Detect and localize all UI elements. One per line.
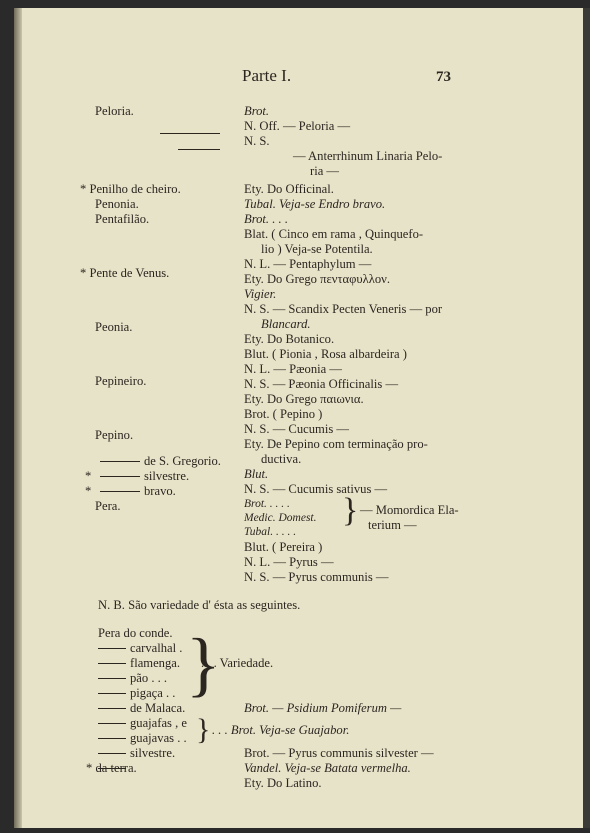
entry-peloria: Peloria. [95, 104, 134, 118]
variety-item: guajafas , e [130, 716, 187, 730]
ditto-dash [98, 753, 126, 754]
right-line: Ety. Do Grego παιωνια. [244, 392, 364, 406]
right-line: Blut. ( Pionia , Rosa albardeira ) [244, 347, 407, 361]
right-line: lio ) Veja-se Potentila. [261, 242, 373, 256]
entry-pepino: Pepino. [95, 428, 134, 442]
ditto-dash [98, 723, 126, 724]
note-line: N. B. São variedade d' ésta as seguintes. [98, 598, 301, 612]
variety-item: guajavas . . [130, 731, 187, 745]
right-line: Brot. ( Pepino ) [244, 407, 323, 421]
ditto-dash [100, 461, 140, 462]
right-line: Vigier. [244, 287, 277, 301]
ditto-dash [98, 648, 126, 649]
variety-item: Pera do conde. [98, 626, 173, 640]
right-line: N. S. — Cucumis — [244, 422, 349, 436]
variety-item: carvalhal . [130, 641, 183, 655]
brace-mark: } [196, 713, 211, 746]
ditto-dash [98, 738, 126, 739]
brace-mark: } [342, 492, 359, 529]
right-line: Blat. ( Cinco em rama , Quinquefo- [244, 227, 424, 241]
ditto-dash [160, 133, 220, 134]
variety-note: Ety. Do Latino. [244, 776, 322, 790]
variety-item: de Malaca. [130, 701, 186, 715]
right-line: Ety. Do Botanico. [244, 332, 335, 346]
variety-item: silvestre. [130, 746, 176, 760]
right-line: N. L. — Pentaphylum — [244, 257, 372, 271]
variety-item: * da terra. [86, 761, 137, 775]
right-line: N. S. — Pyrus communis — [244, 570, 389, 584]
asterisk-mark: * [85, 469, 92, 483]
right-line: Brot. . . . . [244, 498, 290, 510]
entry-pepino-bravo: bravo. [144, 484, 176, 498]
right-line: N. L. — Pyrus — [244, 555, 334, 569]
variety-item: flamenga. [130, 656, 180, 670]
page-binding-shadow [14, 8, 22, 828]
ditto-dash [100, 476, 140, 477]
entry-pentafilao: Pentafilão. [95, 212, 150, 226]
variety-note: Brot. — Psidium Pomiferum — [244, 701, 402, 715]
variety-note: . . . Brot. Veja-se Guajabor. [212, 723, 350, 737]
right-line: Tubal. Veja-se Endro bravo. [244, 197, 386, 211]
right-line: Ety. Do Officinal. [244, 182, 334, 196]
entry-peonia: Peonia. [95, 320, 133, 334]
right-line: Ety. De Pepino com terminação pro- [244, 437, 428, 451]
variety-note: Brot. — Pyrus communis silvester — [244, 746, 434, 760]
right-line: Brot. . . . [244, 212, 288, 226]
ditto-dash [178, 149, 220, 150]
right-line: terium — [368, 518, 417, 532]
brace-mark: } [186, 624, 221, 704]
entry-pepino-gregorio: de S. Gregorio. [144, 454, 221, 468]
right-line: Blut. ( Pereira ) [244, 540, 323, 554]
entry-pente: * Pente de Venus. [80, 266, 170, 280]
right-line: — Momordica Ela- [360, 503, 459, 517]
entry-penilho: * Penilho de cheiro. [80, 182, 181, 196]
ditto-dash [98, 693, 126, 694]
asterisk-mark: * [85, 484, 92, 498]
variety-item: pão . . . [130, 671, 168, 685]
entry-pepineiro: Pepineiro. [95, 374, 147, 388]
ditto-dash [98, 663, 126, 664]
page-edge [583, 8, 590, 828]
right-line: N. S. — Cucumis sativus — [244, 482, 388, 496]
ditto-dash [100, 491, 140, 492]
right-line: Tubal. . . . . [244, 526, 297, 538]
running-head: Parte I. [242, 66, 292, 85]
right-line: Blut. [244, 467, 269, 481]
right-line: N. S. — Scandix Pecten Veneris — por [244, 302, 443, 316]
entry-penonia: Penonia. [95, 197, 139, 211]
right-line: N. L. — Pæonia — [244, 362, 342, 376]
ditto-dash [98, 708, 126, 709]
entry-pera: Pera. [95, 499, 121, 513]
right-line: ria — [310, 164, 340, 178]
right-line: — Anterrhinum Linaria Pelo- [293, 149, 443, 163]
ditto-dash [98, 678, 126, 679]
variety-note: . . . Variedade. [201, 656, 274, 670]
right-line: Ety. Do Grego πενταφυλλον. [244, 272, 390, 286]
right-line: Blancard. [261, 317, 311, 331]
right-line: N. S. [244, 134, 270, 148]
variety-note: Vandel. Veja-se Batata vermelha. [244, 761, 411, 775]
right-line: Medic. Domest. [244, 512, 317, 524]
page-number: 73 [436, 69, 451, 85]
right-line: ductiva. [261, 452, 302, 466]
right-line: N. S. — Pæonia Officinalis — [244, 377, 399, 391]
entry-pepino-silvestre: silvestre. [144, 469, 190, 483]
right-line: N. Off. — Peloria — [244, 119, 351, 133]
right-line: Brot. [244, 104, 270, 118]
variety-item: pigaça . . [130, 686, 176, 700]
